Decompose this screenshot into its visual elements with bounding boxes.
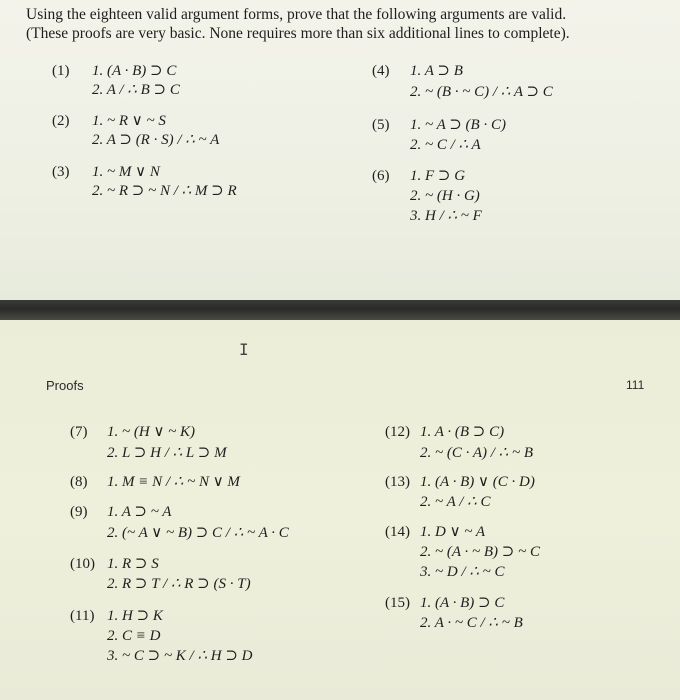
problem-9-premise-2: 2. (~ A ∨ ~ B) ⊃ C / ∴ ~ A · C [107,525,289,541]
problem-7-premise-2: 2. L ⊃ H / ∴ L ⊃ M [107,445,227,461]
problem-11-premise-2: 2. C ≡ D [107,628,161,644]
problem-14-label: (14) [385,524,410,540]
problem-9-label: (9) [70,504,88,520]
problem-6-label: (6) [372,168,390,184]
problem-13-premise-2: 2. ~ A / ∴ C [420,494,491,510]
problem-9-premise-1: 1. A ⊃ ~ A [107,504,172,520]
problem-5-premise-2: 2. ~ C / ∴ A [410,137,481,153]
page-divider [0,300,680,320]
problem-12-premise-2: 2. ~ (C · A) / ∴ ~ B [420,445,533,461]
textbook-page-top [0,0,680,300]
problem-10-premise-2: 2. R ⊃ T / ∴ R ⊃ (S · T) [107,576,251,592]
problem-4-premise-2: 2. ~ (B · ~ C) / ∴ A ⊃ C [410,84,553,100]
problem-1-premise-2: 2. A / ∴ B ⊃ C [92,82,180,98]
problem-13-premise-1: 1. (A · B) ∨ (C · D) [420,474,535,490]
problem-15-premise-1: 1. (A · B) ⊃ C [420,595,505,611]
problem-15-label: (15) [385,595,410,611]
problem-7-premise-1: 1. ~ (H ∨ ~ K) [107,424,196,440]
problem-10-label: (10) [70,556,95,572]
problem-2-premise-1: 1. ~ R ∨ ~ S [92,113,166,129]
problem-6-premise-2: 2. ~ (H · G) [410,188,480,204]
problem-15-premise-2: 2. A · ~ C / ∴ ~ B [420,615,523,631]
instructions-line-1: Using the eighteen valid argument forms, prove that the following arguments are valid. [26,6,567,23]
problem-14-premise-3: 3. ~ D / ∴ ~ C [420,564,505,580]
problem-12-premise-1: 1. A · (B ⊃ C) [420,424,505,440]
problem-8-label: (8) [70,474,88,490]
problem-7-label: (7) [70,424,88,440]
problem-2-label: (2) [52,113,70,129]
problem-8-premise-1: 1. M ≡ N / ∴ ~ N ∨ M [107,474,240,490]
problem-5-premise-1: 1. ~ A ⊃ (B · C) [410,117,506,133]
page-heading: Proofs [46,378,84,393]
text-cursor-icon: I [239,340,249,359]
problem-4-premise-1: 1. A ⊃ B [410,63,463,79]
problem-10-premise-1: 1. R ⊃ S [107,556,159,572]
problem-14-premise-2: 2. ~ (A · ~ B) ⊃ ~ C [420,544,540,560]
problem-3-label: (3) [52,164,70,180]
problem-1-premise-1: 1. (A · B) ⊃ C [92,63,177,79]
problem-5-label: (5) [372,117,390,133]
problem-14-premise-1: 1. D ∨ ~ A [420,524,486,540]
problem-4-label: (4) [372,63,390,79]
problem-3-premise-1: 1. ~ M ∨ N [92,164,160,180]
page-number: 111 [626,378,645,392]
instructions-line-2: (These proofs are very basic. None requires more than six additional lines to complete). [26,25,570,42]
problem-11-premise-3: 3. ~ C ⊃ ~ K / ∴ H ⊃ D [107,648,253,664]
problem-12-label: (12) [385,424,410,440]
problem-11-premise-1: 1. H ⊃ K [107,608,163,624]
textbook-page-bottom [0,320,680,700]
problem-13-label: (13) [385,474,410,490]
problem-6-premise-1: 1. F ⊃ G [410,168,466,184]
problem-3-premise-2: 2. ~ R ⊃ ~ N / ∴ M ⊃ R [92,183,237,199]
problem-11-label: (11) [70,608,95,624]
problem-6-premise-3: 3. H / ∴ ~ F [410,208,482,224]
problem-1-label: (1) [52,63,70,79]
problem-2-premise-2: 2. A ⊃ (R · S) / ∴ ~ A [92,132,220,148]
